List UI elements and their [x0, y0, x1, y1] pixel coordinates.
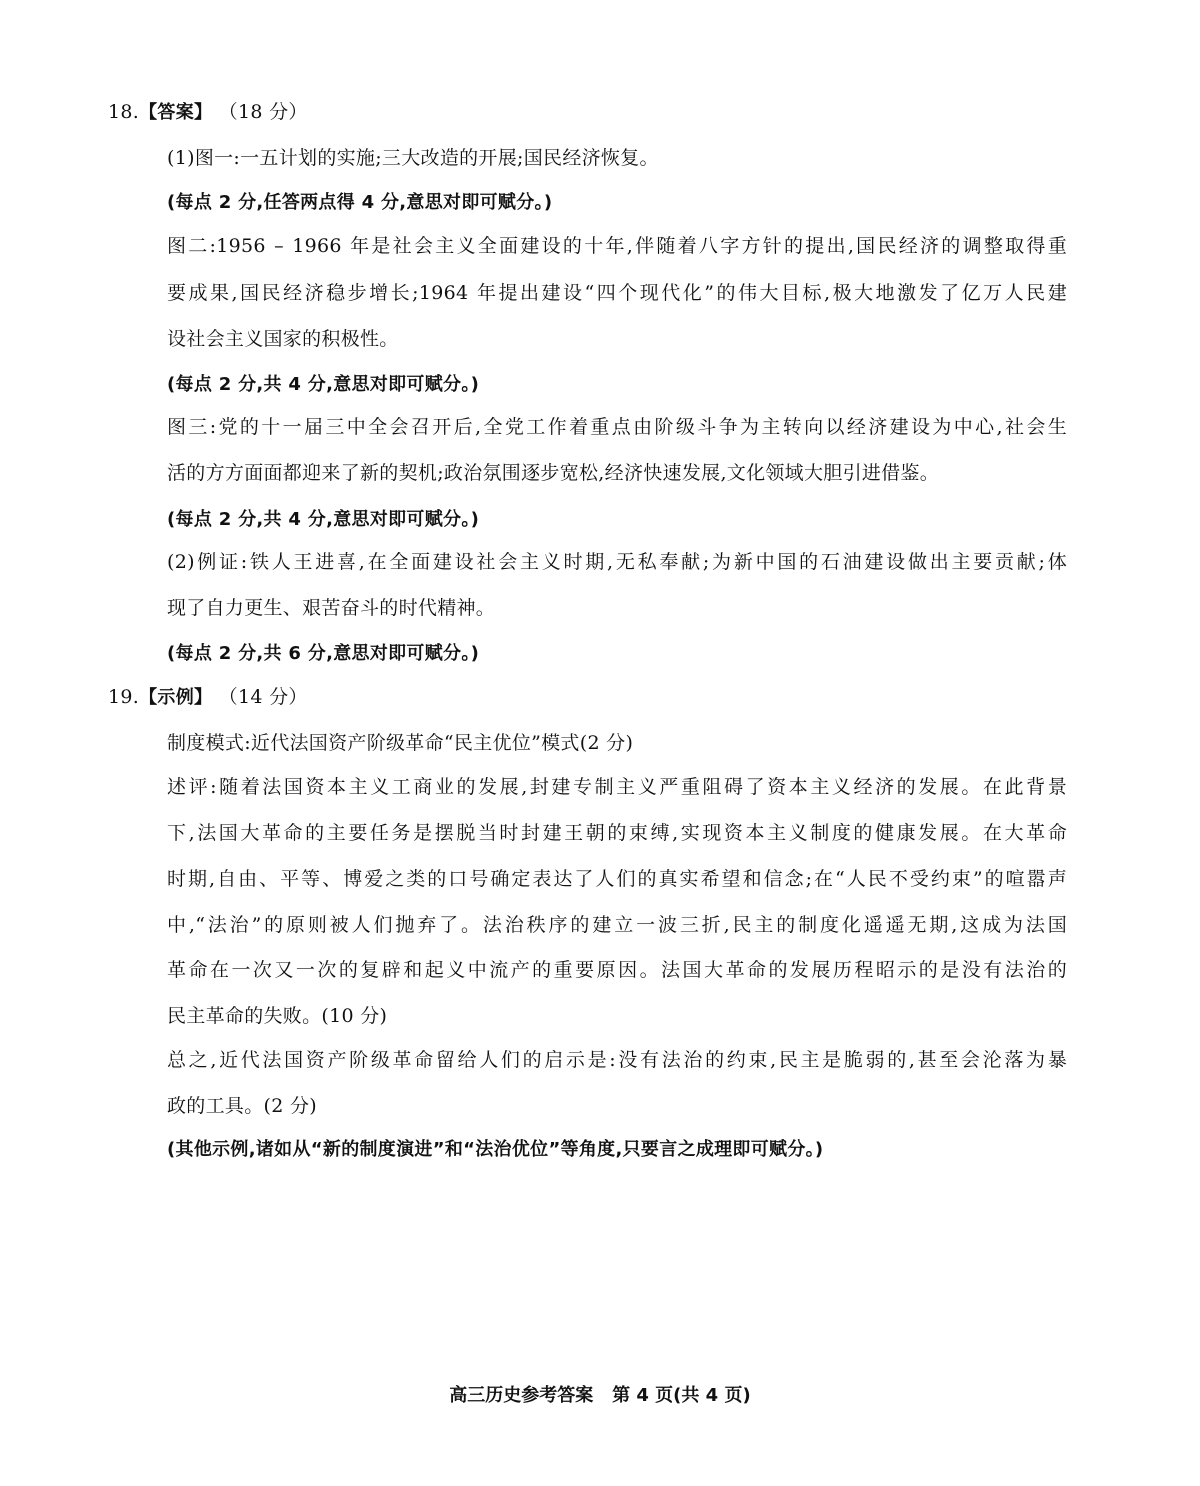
q19-summary-line2: 政的工具。(2 分): [167, 1095, 317, 1117]
q19-header: [108, 683, 1008, 712]
q18-number: 18.: [108, 101, 140, 123]
q18-fig3-line2: 活的方方面面都迎来了新的契机;政治氛围逐步宽松,经济快速发展,文化领域大胆引进借鉴。: [167, 462, 940, 484]
q18-tag: 【答案】: [139, 102, 213, 123]
footer-page-number: 第 4 页(共 4 页): [612, 1385, 751, 1406]
q18-note2: (每点 2 分,共 4 分,意思对即可赋分。): [167, 374, 480, 395]
q19-review-line4: 中,“法治”的原则被人们抛弃了。法治秩序的建立一波三折,民主的制度化遥遥无期,这成为法国: [167, 914, 1067, 936]
q18-note1: (每点 2 分,任答两点得 4 分,意思对即可赋分。): [167, 192, 553, 213]
q19-review-line5: 革命在一次又一次的复辟和起义中流产的重要原因。法国大革命的发展历程昭示的是没有法治的: [167, 959, 1067, 981]
footer-title: 高三历史参考答案: [449, 1385, 594, 1406]
q18-note4: (每点 2 分,共 6 分,意思对即可赋分。): [167, 643, 480, 664]
q19-review-line3: 时期,自由、平等、博爱之类的口号确定表达了人们的真实希望和信念;在“人民不受约束”的喧嚣声: [167, 868, 1067, 890]
q19-summary-line1: 总之,近代法国资产阶级革命留给人们的启示是:没有法治的约束,民主是脆弱的,甚至会沦落为暴: [167, 1049, 1067, 1071]
q19-model-line: 制度模式:近代法国资产阶级革命“民主优位”模式(2 分): [167, 732, 634, 754]
q18-part2-line2: 现了自力更生、艰苦奋斗的时代精神。: [167, 597, 496, 619]
page-footer: [0, 1383, 1200, 1409]
q18-part2-line1: (2)例证:铁人王进喜,在全面建设社会主义时期,无私奉献;为新中国的石油建设做出主要贡献;体: [167, 551, 1067, 573]
q19-number: 19.: [108, 686, 140, 708]
q18-fig2-line2: 要成果,国民经济稳步增长;1964 年提出建设“四个现代化”的伟大目标,极大地激发了亿万人民建: [167, 282, 1067, 304]
q18-score: （18 分）: [218, 101, 308, 123]
q18-fig3-line1: 图三:党的十一届三中全会召开后,全党工作着重点由阶级斗争为主转向以经济建设为中心,社会生: [167, 416, 1067, 438]
q19-review-line2: 下,法国大革命的主要任务是摆脱当时封建王朝的束缚,实现资本主义制度的健康发展。在大革命: [167, 822, 1067, 844]
q18-note3: (每点 2 分,共 4 分,意思对即可赋分。): [167, 509, 480, 530]
q18-fig2-line3: 设社会主义国家的积极性。: [167, 328, 399, 350]
q19-review-line6: 民主革命的失败。(10 分): [167, 1005, 388, 1027]
q18-header: [108, 98, 1008, 127]
q19-note: (其他示例,诸如从“新的制度演进”和“法治优位”等角度,只要言之成理即可赋分。): [167, 1139, 824, 1160]
q19-tag: 【示例】: [139, 687, 213, 708]
q19-score: （14 分）: [218, 686, 308, 708]
q18-fig2-line1: 图二:1956 – 1966 年是社会主义全面建设的十年,伴随着八字方针的提出,国民经济的调整取得重: [167, 235, 1067, 257]
q18-part1: (1)图一:一五计划的实施;三大改造的开展;国民经济恢复。: [167, 147, 659, 169]
q19-review-line1: 述评:随着法国资本主义工商业的发展,封建专制主义严重阻碍了资本主义经济的发展。在此背景: [167, 776, 1067, 798]
